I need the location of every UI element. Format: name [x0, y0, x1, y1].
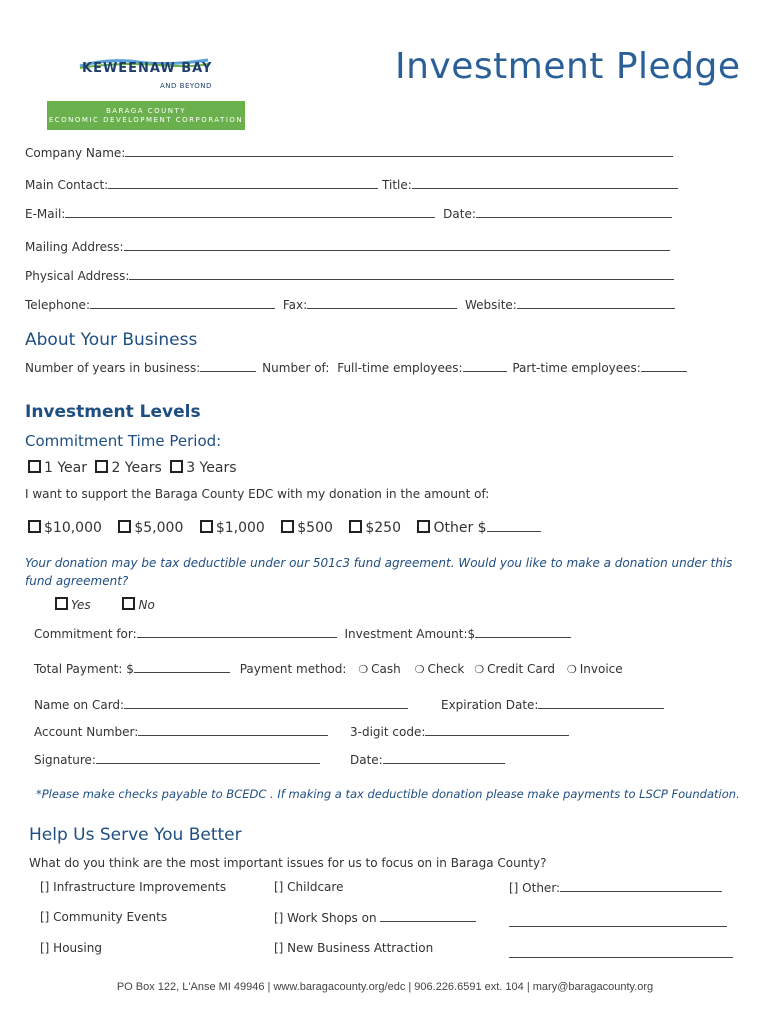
tax-note: Your donation may be tax deductible under our 501c3 fund agreement. Would you like to make a donation under this [25, 556, 733, 570]
telephone-field[interactable] [25, 297, 675, 312]
date-line[interactable] [476, 206, 672, 218]
support-text: I want to support the Baraga County EDC with my donation in the amount of: [25, 487, 490, 501]
logo-main-text: KEWEENAW BAY [82, 61, 213, 76]
physical-address-label: Physical Address: [25, 269, 130, 283]
issue-other[interactable] [509, 880, 722, 895]
fulltime-line[interactable] [463, 360, 507, 372]
expiration-line[interactable] [538, 697, 664, 709]
name-on-card-label: Name on Card: [34, 698, 125, 712]
email-label: E-Mail: [25, 207, 66, 221]
telephone-line[interactable] [90, 297, 275, 309]
issue-workshops[interactable] [274, 910, 476, 925]
total-payment-label: Total Payment: $ [34, 662, 134, 676]
total-payment-line[interactable] [134, 661, 230, 673]
website-line[interactable] [517, 297, 675, 309]
company-name-label: Company Name: [25, 146, 126, 160]
company-name-field[interactable] [25, 145, 673, 160]
issue-infrastructure[interactable]: [] Infrastructure Improvements [40, 880, 227, 894]
issue-other-label: [] Other: [509, 881, 561, 895]
method-invoice-option[interactable]: ❍ Invoice [566, 662, 623, 676]
name-on-card-field[interactable] [34, 697, 408, 712]
issue-childcare[interactable]: [] Childcare [274, 880, 344, 894]
physical-address-field[interactable] [25, 268, 674, 283]
checkbox-icon[interactable] [28, 460, 41, 473]
issue-business-attraction[interactable]: [] New Business Attraction [274, 941, 434, 955]
amount-500-option[interactable]: $500 [281, 520, 333, 536]
investment-amount-line[interactable] [475, 626, 571, 638]
fax-label: Fax: [282, 298, 308, 312]
amount-options [28, 520, 541, 536]
account-field[interactable] [34, 724, 328, 739]
period-options [28, 460, 237, 476]
parttime-label: Part-time employees: [512, 361, 641, 375]
signature-label: Signature: [34, 753, 96, 767]
checkbox-icon[interactable] [281, 520, 294, 533]
telephone-label: Telephone: [25, 298, 90, 312]
radio-icon[interactable]: ❍ [566, 663, 577, 676]
tax-choice [55, 597, 155, 612]
parttime-line[interactable] [641, 360, 687, 372]
period-1yr-option[interactable]: 1 Year [28, 460, 87, 476]
email-line[interactable] [65, 206, 435, 218]
fulltime-label: Full-time employees: [337, 361, 463, 375]
checkbox-icon[interactable] [122, 597, 135, 610]
no-option[interactable]: No [122, 598, 154, 612]
amount-1000-option[interactable]: $1,000 [200, 520, 265, 536]
footer-text: PO Box 122, L'Anse MI 49946 | www.baragacounty.org/edc | 906.226.6591 ext. 104 | mary@baragacounty.org [116, 981, 654, 993]
commitment-row[interactable] [34, 626, 571, 641]
payment-row [34, 661, 623, 676]
account-line[interactable] [138, 724, 328, 736]
number-of-label: Number of: [262, 361, 330, 375]
amount-10000-option[interactable]: $10,000 [28, 520, 102, 536]
title-label: Title: [382, 178, 412, 192]
issue-housing[interactable]: [] Housing [40, 941, 102, 955]
commitment-for-label: Commitment for: [34, 627, 137, 641]
yes-option[interactable]: Yes [55, 598, 91, 612]
investment-heading: Investment Levels [25, 402, 201, 422]
org-line1: BARAGA COUNTY [105, 107, 187, 115]
checkbox-icon[interactable] [200, 520, 213, 533]
about-heading: About Your Business [25, 330, 198, 350]
checkbox-icon[interactable] [28, 520, 41, 533]
method-cash-option[interactable]: ❍ Cash [358, 662, 401, 676]
fax-line[interactable] [307, 297, 457, 309]
sign-date-line[interactable] [383, 752, 505, 764]
issue-workshops-label: [] Work Shops on [274, 911, 377, 925]
code-label: 3-digit code: [350, 725, 426, 739]
help-question: What do you think are the most important issues for us to focus on in Baraga County? [29, 856, 547, 870]
amount-other-option[interactable]: Other $ [417, 520, 540, 536]
payment-method-label: Payment method: [239, 662, 347, 676]
expiration-label: Expiration Date: [441, 698, 539, 712]
main-contact-field[interactable] [25, 177, 678, 192]
website-label: Website: [464, 298, 517, 312]
account-label: Account Number: [34, 725, 139, 739]
other-line[interactable] [560, 880, 722, 892]
blank-line[interactable] [509, 915, 727, 927]
signature-line[interactable] [96, 752, 320, 764]
checkbox-icon[interactable] [118, 520, 131, 533]
date-label: Date: [443, 207, 476, 221]
sign-date-label: Date: [350, 753, 383, 767]
other-amount-line[interactable] [487, 520, 541, 532]
checkbox-icon[interactable] [95, 460, 108, 473]
main-contact-line[interactable] [108, 177, 378, 189]
checkbox-icon[interactable] [417, 520, 430, 533]
commitment-for-line[interactable] [137, 626, 337, 638]
amount-5000-option[interactable]: $5,000 [118, 520, 183, 536]
company-name-line[interactable] [125, 145, 673, 157]
main-contact-label: Main Contact: [25, 178, 109, 192]
mailing-address-label: Mailing Address: [25, 240, 124, 254]
tax-note-2: fund agreement? [25, 574, 129, 588]
issue-community-events[interactable]: [] Community Events [40, 910, 168, 924]
radio-icon[interactable]: ❍ [358, 663, 369, 676]
amount-250-option[interactable]: $250 [349, 520, 401, 536]
expiration-field[interactable] [441, 697, 664, 712]
other-line-2[interactable] [509, 912, 727, 931]
period-3yr-option[interactable]: 3 Years [170, 460, 236, 476]
checkbox-icon[interactable] [170, 460, 183, 473]
radio-icon[interactable]: ❍ [474, 663, 485, 676]
radio-icon[interactable]: ❍ [414, 663, 425, 676]
logo-sub-text: AND BEYOND [160, 82, 212, 90]
method-check-option[interactable]: ❍ Check [414, 662, 465, 676]
page-title: Investment Pledge [395, 46, 741, 87]
code-line[interactable] [425, 724, 569, 736]
blank-line[interactable] [509, 946, 733, 958]
period-2yr-option[interactable]: 2 Years [95, 460, 161, 476]
years-label: Number of years in business: [25, 361, 201, 375]
investment-amount-label: Investment Amount:$ [344, 627, 476, 641]
method-credit-option[interactable]: ❍ Credit Card [474, 662, 556, 676]
help-heading: Help Us Serve You Better [29, 825, 242, 845]
email-field[interactable] [25, 206, 672, 221]
period-label: Commitment Time Period: [25, 432, 222, 450]
other-line-3[interactable] [509, 943, 733, 962]
workshops-line[interactable] [380, 910, 476, 922]
physical-address-line[interactable] [129, 268, 674, 280]
name-on-card-line[interactable] [124, 697, 408, 709]
org-banner [47, 101, 245, 130]
about-row[interactable] [25, 360, 687, 375]
checkbox-icon[interactable] [55, 597, 68, 610]
code-field[interactable] [350, 724, 569, 739]
checks-note: *Please make checks payable to BCEDC . If making a tax deductible donation please make payments to LSCP Foundation. [36, 787, 740, 801]
org-line2: ECONOMIC DEVELOPMENT CORPORATION [48, 116, 244, 124]
sign-date-field[interactable] [350, 752, 505, 767]
mailing-address-line[interactable] [124, 239, 670, 251]
mailing-address-field[interactable] [25, 239, 670, 254]
checkbox-icon[interactable] [349, 520, 362, 533]
signature-field[interactable] [34, 752, 320, 767]
title-line[interactable] [412, 177, 678, 189]
years-line[interactable] [200, 360, 256, 372]
